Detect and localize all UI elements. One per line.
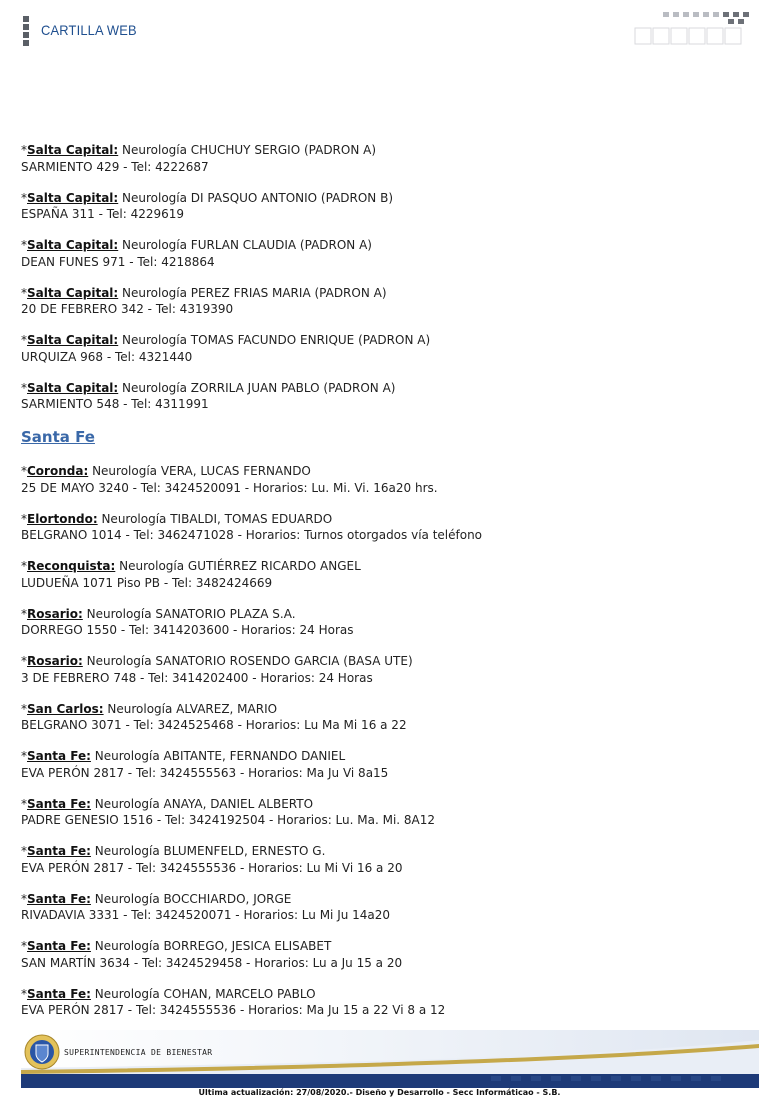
header-mark-icon bbox=[23, 16, 29, 46]
provider-entry bbox=[21, 701, 741, 734]
entry-city: Salta Capital: bbox=[27, 238, 119, 252]
entry-description: Neurología ANAYA, DANIEL ALBERTO bbox=[90, 796, 314, 811]
entry-description: Neurología PEREZ FRIAS MARIA (PADRON A) bbox=[118, 285, 387, 300]
entry-description: Neurología BLUMENFELD, ERNESTO G. bbox=[90, 844, 326, 858]
entry-description: Neurología BORREGO, JESICA ELISABET bbox=[90, 939, 332, 953]
entry-bullet: * bbox=[21, 796, 27, 811]
provider-entry bbox=[21, 796, 741, 829]
header-pattern-icon bbox=[633, 12, 753, 48]
entry-city: Santa Fe: bbox=[27, 891, 91, 906]
provider-entry bbox=[21, 332, 741, 365]
entry-bullet: * bbox=[21, 333, 27, 347]
entry-bullet: * bbox=[21, 606, 27, 621]
entry-description: Neurología ZORRILA JUAN PABLO (PADRON A) bbox=[118, 380, 396, 395]
entry-address: DORREGO 1550 - Tel: 3414203600 - Horarios: 24 Horas bbox=[21, 623, 354, 637]
entry-bullet: * bbox=[21, 464, 27, 478]
provider-entry bbox=[21, 843, 741, 876]
entry-address: SAN MARTÍN 3634 - Tel: 3424529458 - Horarios: Lu a Ju 15 a 20 bbox=[21, 955, 403, 970]
entry-bullet: * bbox=[21, 939, 27, 953]
entry-description: Neurología SANATORIO PLAZA S.A. bbox=[82, 606, 296, 621]
entry-address: 25 DE MAYO 3240 - Tel: 3424520091 - Horarios: Lu. Mi. Vi. 16a20 hrs. bbox=[21, 480, 438, 495]
entry-city: San Carlos: bbox=[27, 701, 104, 716]
entry-city: Santa Fe: bbox=[27, 986, 91, 1001]
entry-bullet: * bbox=[21, 986, 27, 1001]
entry-bullet: * bbox=[21, 891, 27, 906]
entry-description: Neurología VERA, LUCAS FERNANDO bbox=[88, 464, 311, 478]
entry-city: Salta Capital: bbox=[27, 380, 119, 395]
entry-address: SARMIENTO 548 - Tel: 4311991 bbox=[21, 397, 209, 411]
entry-address: EVA PERÓN 2817 - Tel: 3424555536 - Horarios: Ma Ju 15 a 22 Vi 8 a 12 bbox=[21, 1003, 446, 1017]
entry-address: ESPAÑA 311 - Tel: 4229619 bbox=[21, 207, 185, 221]
entry-address: SARMIENTO 429 - Tel: 4222687 bbox=[21, 159, 209, 174]
provider-entry bbox=[21, 986, 741, 1019]
entry-description: Neurología ABITANTE, FERNANDO DANIEL bbox=[90, 749, 346, 763]
entry-bullet: * bbox=[21, 285, 27, 300]
provider-entry bbox=[21, 142, 741, 175]
entry-description: Neurología BOCCHIARDO, JORGE bbox=[90, 891, 292, 906]
provider-entry bbox=[21, 511, 741, 544]
provider-entry bbox=[21, 748, 741, 781]
provider-entry bbox=[21, 653, 741, 686]
entry-description: Neurología DI PASQUO ANTONIO (PADRON B) bbox=[118, 190, 394, 205]
provider-entry bbox=[21, 285, 741, 318]
entry-city: Elortondo: bbox=[27, 511, 98, 526]
entry-city: Salta Capital: bbox=[27, 143, 119, 157]
entry-bullet: * bbox=[21, 190, 27, 205]
entry-city: Coronda: bbox=[27, 464, 89, 478]
entry-description: Neurología CHUCHUY SERGIO (PADRON A) bbox=[118, 143, 377, 157]
footer-org-name: SUPERINTENDENCIA DE BIENESTAR bbox=[64, 1048, 213, 1057]
page-footer bbox=[0, 1030, 759, 1101]
entry-bullet: * bbox=[21, 143, 27, 157]
entry-bullet: * bbox=[21, 749, 27, 763]
provider-entry bbox=[21, 938, 741, 971]
entry-city: Salta Capital: bbox=[27, 190, 119, 205]
entry-address: PADRE GENESIO 1516 - Tel: 3424192504 - Horarios: Lu. Ma. Mi. 8A12 bbox=[21, 813, 436, 827]
provider-entry bbox=[21, 558, 741, 591]
entry-bullet: * bbox=[21, 238, 27, 252]
entry-address: RIVADAVIA 3331 - Tel: 3424520071 - Horarios: Lu Mi Ju 14a20 bbox=[21, 908, 391, 922]
entry-city: Rosario: bbox=[27, 654, 83, 668]
entry-description: Neurología TIBALDI, TOMAS EDUARDO bbox=[97, 511, 333, 526]
footer-update-text: Ultima actualización: 27/08/2020.- Diseño y Desarrollo - Secc Informáticao - S.B. bbox=[198, 1088, 561, 1097]
shield-logo-icon bbox=[24, 1034, 60, 1070]
entry-bullet: * bbox=[21, 844, 27, 858]
entry-description: Neurología FURLAN CLAUDIA (PADRON A) bbox=[118, 238, 372, 252]
entry-city: Reconquista: bbox=[27, 559, 116, 573]
entry-bullet: * bbox=[21, 701, 27, 716]
entry-address: BELGRANO 1014 - Tel: 3462471028 - Horarios: Turnos otorgados vía teléfono bbox=[21, 528, 483, 542]
entry-address: DEAN FUNES 971 - Tel: 4218864 bbox=[21, 254, 215, 269]
entry-address: EVA PERÓN 2817 - Tel: 3424555536 - Horarios: Lu Mi Vi 16 a 20 bbox=[21, 860, 403, 875]
provider-entry bbox=[21, 380, 741, 413]
entry-city: Santa Fe: bbox=[27, 844, 91, 858]
entry-address: URQUIZA 968 - Tel: 4321440 bbox=[21, 349, 193, 364]
entry-address: 20 DE FEBRERO 342 - Tel: 4319390 bbox=[21, 302, 234, 316]
entry-description: Neurología COHAN, MARCELO PABLO bbox=[90, 986, 316, 1001]
entry-city: Salta Capital: bbox=[27, 285, 119, 300]
entry-description: Neurología GUTIÉRREZ RICARDO ANGEL bbox=[115, 559, 361, 573]
entry-address: LUDUEÑA 1071 Piso PB - Tel: 3482424669 bbox=[21, 575, 273, 590]
entry-city: Santa Fe: bbox=[27, 796, 91, 811]
entry-address: BELGRANO 3071 - Tel: 3424525468 - Horarios: Lu Ma Mi 16 a 22 bbox=[21, 718, 407, 732]
entry-description: Neurología ALVAREZ, MARIO bbox=[103, 701, 278, 716]
entry-address: 3 DE FEBRERO 748 - Tel: 3414202400 - Horarios: 24 Horas bbox=[21, 670, 373, 685]
entry-city: Rosario: bbox=[27, 606, 83, 621]
entry-city: Santa Fe: bbox=[27, 939, 91, 953]
provider-list bbox=[21, 142, 741, 1033]
entry-bullet: * bbox=[21, 559, 27, 573]
entry-description: Neurología SANATORIO ROSENDO GARCIA (BASA UTE) bbox=[82, 654, 413, 668]
footer-band bbox=[21, 1030, 759, 1088]
provider-entry bbox=[21, 891, 741, 924]
section-title: Santa Fe bbox=[21, 428, 95, 446]
entry-city: Santa Fe: bbox=[27, 749, 91, 763]
provider-entry bbox=[21, 237, 741, 270]
entry-bullet: * bbox=[21, 654, 27, 668]
page-header bbox=[0, 0, 759, 60]
entry-address: EVA PERÓN 2817 - Tel: 3424555563 - Horarios: Ma Ju Vi 8a15 bbox=[21, 765, 389, 780]
entry-description: Neurología TOMAS FACUNDO ENRIQUE (PADRON A) bbox=[118, 333, 431, 347]
entry-bullet: * bbox=[21, 511, 27, 526]
provider-entry bbox=[21, 190, 741, 223]
entry-city: Salta Capital: bbox=[27, 333, 119, 347]
header-title: CARTILLA WEB bbox=[41, 22, 137, 38]
entry-bullet: * bbox=[21, 380, 27, 395]
provider-entry bbox=[21, 463, 741, 496]
provider-entry bbox=[21, 606, 741, 639]
